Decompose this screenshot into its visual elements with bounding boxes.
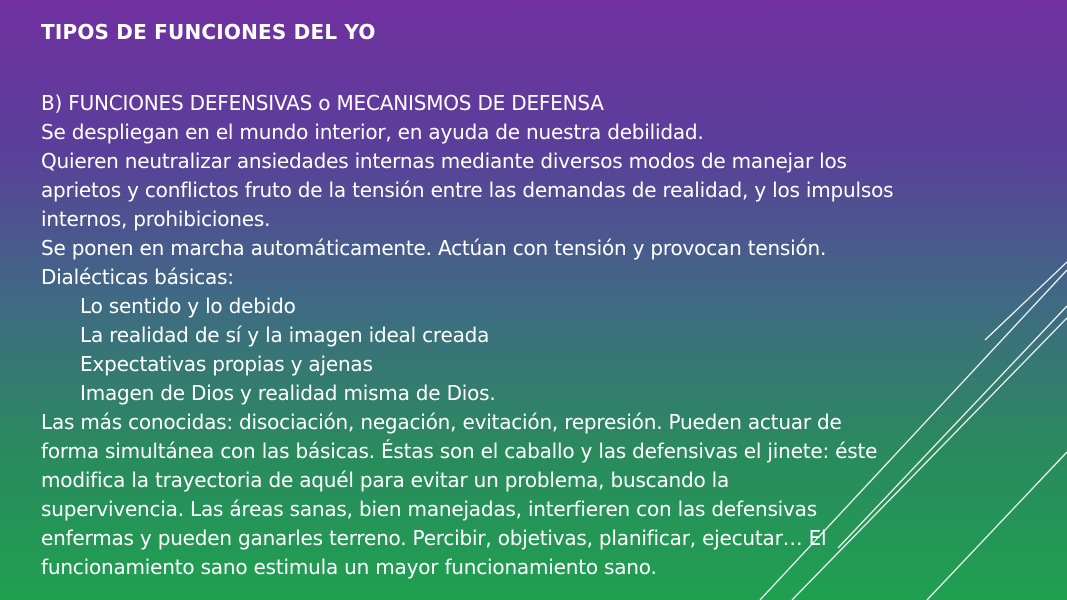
body-line: Dialécticas básicas:: [41, 265, 234, 289]
body-line: Las más conocidas: disociación, negación, evitación, represión. Pueden actuar de: [41, 410, 842, 434]
body-line: Quieren neutralizar ansiedades internas mediante diversos modos de manejar los: [41, 149, 847, 173]
dialectic-item: Expectativas propias y ajenas: [80, 352, 373, 376]
body-line: Se despliegan en el mundo interior, en ayuda de nuestra debilidad.: [41, 120, 704, 144]
slide-body: [41, 89, 1051, 582]
dialectic-item: Imagen de Dios y realidad misma de Dios.: [80, 381, 496, 405]
body-line: supervivencia. Las áreas sanas, bien manejadas, interfieren con las defensivas: [41, 497, 817, 521]
slide-title: TIPOS DE FUNCIONES DEL YO: [41, 20, 376, 44]
body-line: funcionamiento sano estimula un mayor funcionamiento sano.: [41, 555, 657, 579]
body-line: B) FUNCIONES DEFENSIVAS o MECANISMOS DE DEFENSA: [41, 91, 604, 115]
body-line: internos, prohibiciones.: [41, 207, 271, 231]
body-line: forma simultánea con las básicas. Éstas son el caballo y las defensivas el jinete: éste: [41, 439, 878, 463]
body-line: modifica la trayectoria de aquél para evitar un problema, buscando la: [41, 468, 730, 492]
body-line: Se ponen en marcha automáticamente. Actúan con tensión y provocan tensión.: [41, 236, 827, 260]
body-line: aprietos y conflictos fruto de la tensión entre las demandas de realidad, y los impulsos: [41, 178, 894, 202]
body-line: enfermas y pueden ganarles terreno. Percibir, objetivas, planificar, ejecutar… El: [41, 526, 827, 550]
dialectic-item: La realidad de sí y la imagen ideal creada: [80, 323, 490, 347]
dialectic-item: Lo sentido y lo debido: [80, 294, 296, 318]
